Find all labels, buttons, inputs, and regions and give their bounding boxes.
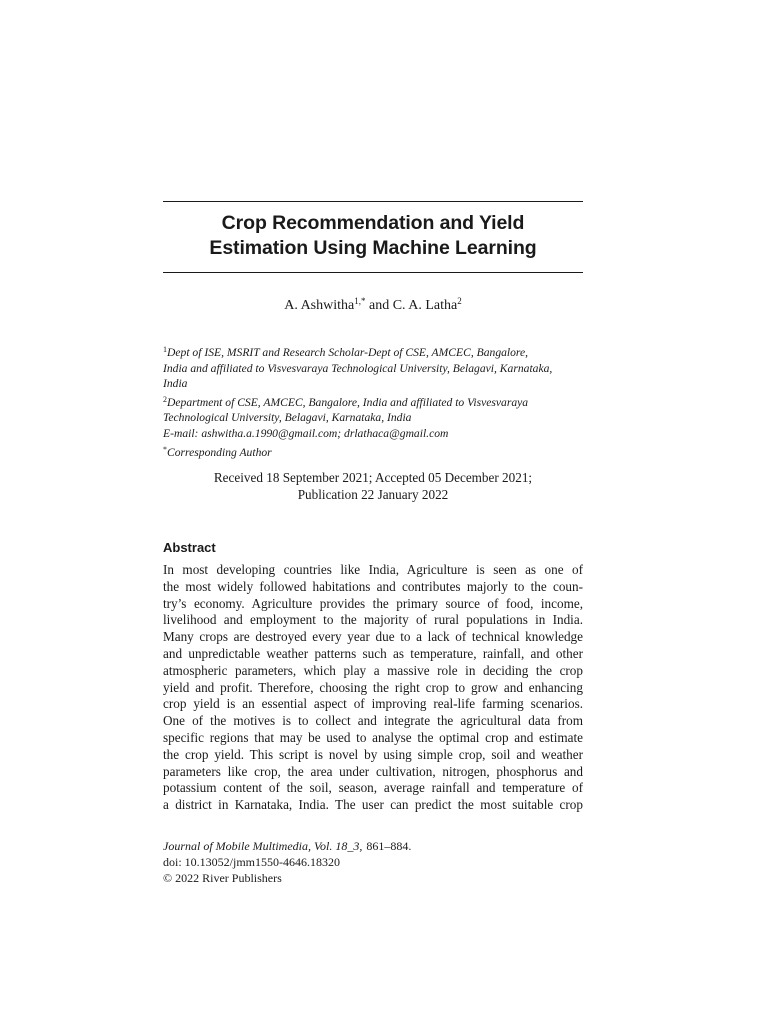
doi-line: doi: 10.13052/jmm1550-4646.18320	[163, 855, 340, 869]
paper-title	[163, 211, 583, 261]
corresponding-author-note	[163, 442, 583, 461]
abstract-line: Many crops are destroyed every year due to a lack of technical knowledge	[163, 629, 583, 645]
affiliation-1-line-3: India	[163, 377, 188, 391]
abstract-line: and unpredictable weather patterns such as temperature, rainfall, and other	[163, 645, 583, 661]
affiliation-2-line-1	[163, 392, 583, 411]
abstract-line: try’s economy. Agriculture provides the primary source of food, income,	[163, 595, 583, 611]
affiliation-2-text-1: Department of CSE, AMCEC, Bangalore, India and affiliated to Visvesvaraya	[167, 395, 529, 409]
affiliation-1-text-1: Dept of ISE, MSRIT and Research Scholar-Dept of CSE, AMCEC, Bangalore,	[167, 346, 529, 359]
publication-dates	[163, 469, 583, 503]
affiliations-block	[163, 342, 583, 460]
author-2-name: C. A. Latha	[392, 298, 458, 313]
abstract-heading: Abstract	[163, 540, 216, 555]
author-1-name: A. Ashwitha	[284, 298, 355, 313]
dates-line-2: Publication 22 January 2022	[297, 487, 449, 502]
corresponding-mark: *	[163, 444, 167, 454]
journal-name: Journal of Mobile Multimedia, Vol. 18_3,	[163, 839, 363, 853]
affiliation-2-mark: 2	[163, 394, 167, 404]
abstract-line: specific regions that may be used to analyse the optimal crop and estimate	[163, 729, 583, 745]
abstract-line: One of the motives is to collect and integrate the agricultural data from	[163, 713, 583, 729]
abstract-line: the crop yield. This script is novel by using simple crop, soil and weather	[163, 746, 583, 762]
journal-citation	[163, 838, 583, 854]
email-line: E-mail: ashwitha.a.1990@gmail.com; drlathaca@gmail.com	[163, 426, 449, 440]
abstract-line: the most widely followed habitations and contributes majorly to the coun-	[163, 578, 583, 594]
abstract-line: crop yield is an essential aspect of improving real-life farming scenarios.	[163, 696, 583, 712]
affiliation-2-line-2: Technological University, Belagavi, Karnataka, India	[163, 411, 412, 425]
copyright-line: © 2022 River Publishers	[163, 871, 282, 885]
paper-page	[163, 0, 583, 1024]
abstract-line: a district in Karnataka, India. The user can predict the most suitable crop	[163, 797, 583, 813]
abstract-line: In most developing countries like India, Agriculture is seen as one of	[163, 562, 583, 577]
abstract-line: atmospheric parameters, which play a massive role in deciding the crop	[163, 662, 583, 678]
author-1-affiliation-mark: 1,*	[354, 296, 366, 306]
abstract-line: potassium content of the soil, season, average rainfall and temperature of	[163, 780, 583, 796]
paper-title-line-1: Crop Recommendation and Yield	[221, 212, 525, 234]
title-bottom-rule	[163, 272, 583, 273]
abstract-line: yield and profit. Therefore, choosing the right crop to grow and enhancing	[163, 679, 583, 695]
abstract-line: parameters like crop, the area under cultivation, nitrogen, phosphorus and	[163, 763, 583, 779]
affiliation-1-line-1	[163, 342, 583, 361]
affiliation-1-line-2: India and affiliated to Visvesvaraya Technological University, Belagavi, Karnataka,	[163, 361, 553, 375]
author-list	[163, 292, 583, 315]
affiliation-1-mark: 1	[163, 345, 167, 354]
abstract-line: livelihood and employment to the majority of rural populations in India.	[163, 612, 583, 628]
abstract-body	[163, 562, 583, 814]
corresponding-author-text: Corresponding Author	[167, 445, 272, 459]
dates-line-1: Received 18 September 2021; Accepted 05 December 2021;	[213, 470, 533, 485]
author-conjunction: and	[365, 298, 393, 313]
journal-footer	[163, 838, 583, 886]
title-top-rule	[163, 201, 583, 202]
author-2-affiliation-mark: 2	[457, 296, 462, 306]
page-range: 861–884.	[366, 839, 412, 853]
paper-title-line-2: Estimation Using Machine Learning	[209, 237, 537, 259]
